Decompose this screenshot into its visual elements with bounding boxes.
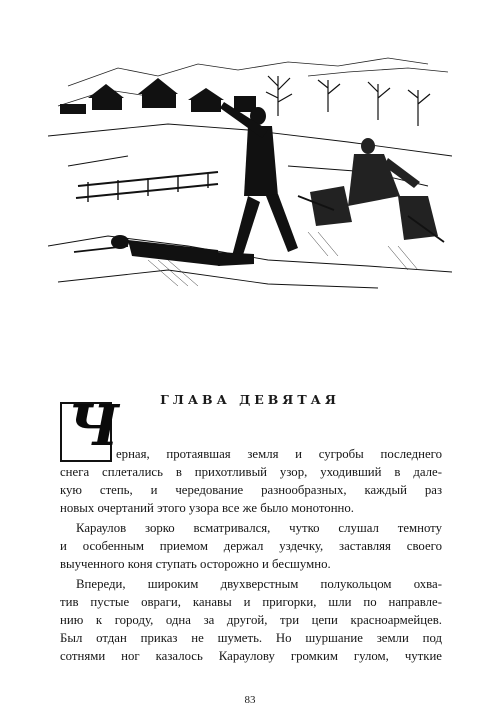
chapter-illustration: [48, 46, 452, 308]
text-line: тив пустые овраги, канавы и пригорки, шли по направле-: [60, 595, 442, 609]
battle-scene-drawing: [48, 46, 452, 308]
page-number: 83: [244, 694, 256, 706]
drop-cap-frame: [60, 393, 120, 462]
text-line: выученного коня ступать осторожно и бесшумно.: [60, 557, 331, 571]
text-line: Был отдан приказ не шуметь. Но шуршание земли под: [60, 631, 442, 645]
text-line: Впереди, широким двухверстным полукольцом охва-: [76, 577, 442, 591]
text-line: и особенным приемом держал уздечку, заставляя своего: [60, 539, 442, 553]
chapter-heading: ГЛАВА ДЕВЯТАЯ: [160, 392, 340, 407]
text-line: нию к городу, одна за другой, три цепи красноармейцев.: [60, 613, 442, 627]
text-line: снега сплетались в прихотливый узор, уходивший в дале-: [60, 465, 442, 479]
text-line: ерная, протаявшая земля и сугробы последнего: [116, 447, 442, 461]
text-line: сотнями ног казалось Караулову громким гулом, чуткие: [60, 649, 442, 663]
text-line: Караулов зорко всматривался, чутко слушал темноту: [76, 521, 442, 535]
text-line: кую степь, и чередование разнообразных, каждый раз: [60, 483, 442, 497]
text-line: новых очертаний этого узора все же было монотонно.: [60, 501, 354, 515]
drop-cap-letter: Ч: [68, 393, 120, 459]
